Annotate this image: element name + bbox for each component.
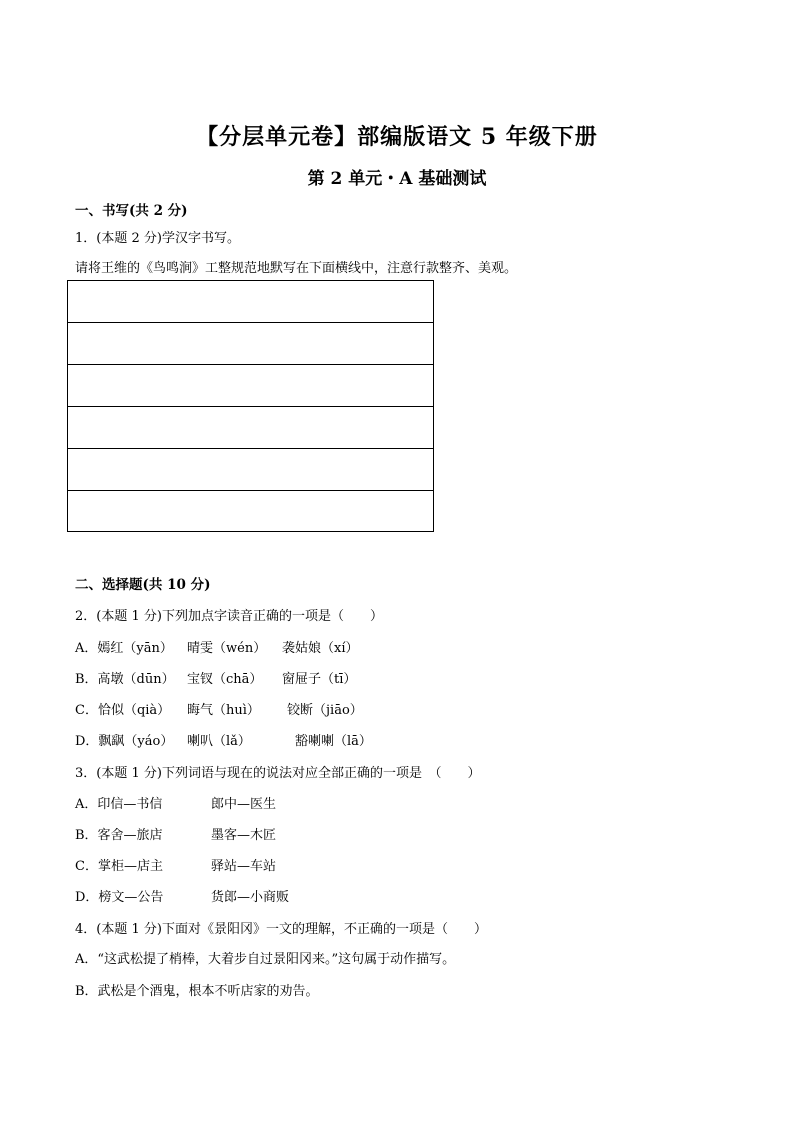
q2-option-c-1: C．恰似（qià） [75, 703, 171, 718]
question-1-instruction: 请将王维的《鸟鸣涧》工整规范地默写在下面横线中，注意行款整齐、美观。 [75, 261, 518, 276]
q2-option-b-1: B．高墩（dūn） [75, 672, 175, 687]
question-3-stem: 3．(本题 1 分)下列词语与现在的说法对应全部正确的一项是 （ ） [75, 766, 481, 781]
question-4-stem: 4．(本题 1 分)下面对《景阳冈》一文的理解，不正确的一项是（ ） [75, 922, 487, 937]
q2-option-d-3: 豁喇喇（lā） [295, 734, 372, 749]
q3-option-b-2: 墨客—木匠 [211, 828, 277, 843]
q4-option-a: A．“这武松提了梢棒，大着步自过景阳冈来。”这句属于动作描写。 [75, 952, 456, 967]
q2-option-b-3: 窗屉子（tī） [282, 672, 357, 687]
writing-grid [67, 280, 434, 532]
writing-line[interactable] [68, 407, 433, 449]
section-heading-writing: 一、书写(共 2 分) [75, 203, 188, 219]
q2-option-b-2: 宝钗（chā） [187, 672, 263, 687]
section-heading-choice: 二、选择题(共 10 分) [75, 577, 211, 593]
writing-line[interactable] [68, 323, 433, 365]
writing-line[interactable] [68, 365, 433, 407]
q3-option-a-1: A．印信—书信 [75, 797, 163, 812]
q3-option-b-1: B．客舍—旅店 [75, 828, 163, 843]
q4-option-b: B．武松是个酒鬼，根本不听店家的劝告。 [75, 984, 319, 999]
writing-line[interactable] [68, 281, 433, 323]
q2-option-d-2: 喇叭（lǎ） [187, 734, 251, 749]
q2-option-c-2: 晦气（huì） [187, 703, 260, 718]
q3-option-d-2: 货郎—小商贩 [211, 890, 290, 905]
q2-option-a-3: 袭姑娘（xí） [282, 641, 359, 656]
page-subtitle: 第 2 单元・A 基础测试 [307, 169, 487, 189]
q3-option-a-2: 郎中—医生 [211, 797, 277, 812]
writing-line[interactable] [68, 449, 433, 491]
question-2-stem: 2．(本题 1 分)下列加点字读音正确的一项是（ ） [75, 609, 383, 624]
q3-option-c-2: 驿站—车站 [211, 859, 277, 874]
q2-option-a-1: A．嫣红（yān） [75, 641, 173, 656]
page-title: 【分层单元卷】部编版语文 5 年级下册 [196, 124, 598, 150]
question-1-stem: 1．(本题 2 分)学汉字书写。 [75, 231, 240, 246]
q2-option-a-2: 晴雯（wén） [187, 641, 267, 656]
q2-option-c-3: 铰断（jiāo） [287, 703, 363, 718]
writing-line[interactable] [68, 491, 433, 533]
q3-option-c-1: C．掌柜—店主 [75, 859, 163, 874]
q2-option-d-1: D．飘飖（yáo） [75, 734, 174, 749]
q3-option-d-1: D．榜文—公告 [75, 890, 164, 905]
